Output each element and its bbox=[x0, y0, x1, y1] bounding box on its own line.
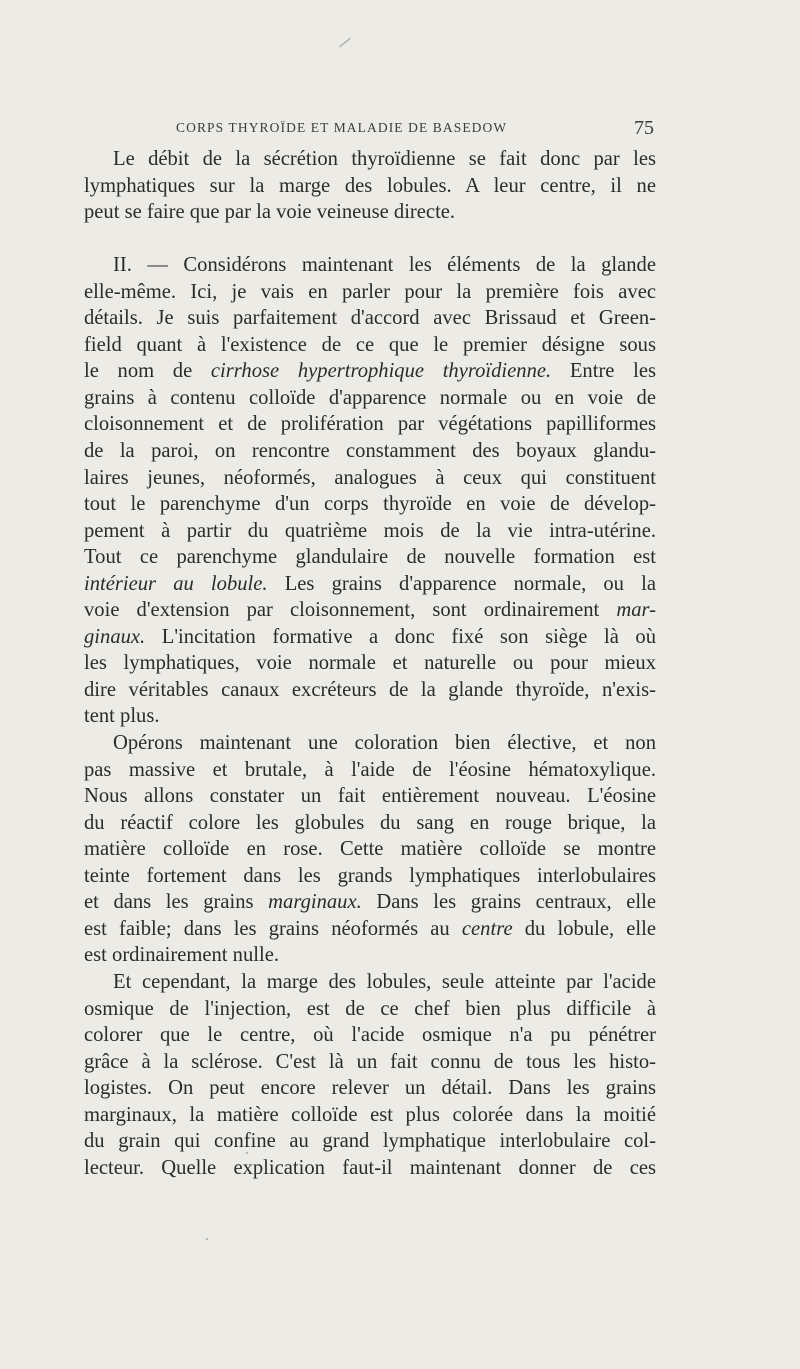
text-run: Les grains d'apparence normale, ou la bbox=[267, 572, 656, 595]
text-line: détails. Je suis parfaitement d'accord avec Brissaud et Green- bbox=[84, 307, 656, 330]
page-header bbox=[176, 117, 656, 144]
text-line: grains à contenu colloïde d'apparence normale ou en voie de bbox=[84, 386, 656, 409]
text-line: Nous allons constater un fait entièrement nouveau. L'éosine bbox=[84, 785, 656, 808]
text-line: logistes. On peut encore relever un détail. Dans les grains bbox=[84, 1077, 656, 1100]
text-line: pas massive et brutale, à l'aide de l'éosine hématoxylique. bbox=[84, 758, 656, 781]
text-line: dire véritables canaux excréteurs de la glande thyroïde, n'exis- bbox=[84, 678, 656, 701]
text-line bbox=[84, 916, 656, 943]
running-title: CORPS THYROÏDE ET MALADIE DE BASEDOW bbox=[176, 120, 508, 135]
text-line: elle-même. Ici, je vais en parler pour la première fois avec bbox=[84, 280, 656, 303]
text-line: Le débit de la sécrétion thyroïdienne se fait donc par les bbox=[113, 148, 656, 170]
text-run: voie d'extension par cloisonnement, sont ordinairement bbox=[84, 599, 617, 622]
text-line: tout le parenchyme d'un corps thyroïde en voie de dévelop- bbox=[84, 493, 656, 516]
italic-term: cirrhose hypertrophique thyroïdienne. bbox=[210, 360, 552, 383]
text-line: tent plus. bbox=[84, 705, 160, 728]
text-line: peut se faire que par la voie veineuse directe. bbox=[84, 201, 456, 224]
text-line: field quant à l'existence de ce que le premier désigne sous bbox=[84, 333, 656, 356]
text-line: osmique de l'injection, est de ce chef bien plus difficile à bbox=[84, 997, 656, 1020]
italic-term: intérieur au lobule. bbox=[84, 572, 268, 595]
text-line: lecteur. Quelle explication faut-il maintenant donner de ces bbox=[84, 1156, 656, 1179]
paper-speck bbox=[206, 1238, 208, 1240]
text-run: et dans les grains bbox=[84, 891, 269, 914]
paper-speck bbox=[246, 1152, 248, 1154]
text-line: du réactif colore les globules du sang en rouge brique, la bbox=[84, 811, 656, 834]
text-line bbox=[84, 597, 656, 624]
text-line bbox=[84, 624, 656, 651]
text-line bbox=[84, 571, 656, 598]
text-line: teinte fortement dans les grands lymphatiques interlobulaires bbox=[84, 864, 656, 887]
text-line: pement à partir du quatrième mois de la vie intra-utérine. bbox=[84, 519, 656, 542]
italic-term: mar- bbox=[616, 599, 656, 622]
italic-term: marginaux. bbox=[268, 891, 362, 914]
text-line: Opérons maintenant une coloration bien élective, et non bbox=[113, 732, 656, 755]
text-line: marginaux, la matière colloïde est plus colorée dans la moitié bbox=[84, 1103, 656, 1126]
text-line: de la paroi, on rencontre constamment des boyaux glandu- bbox=[84, 440, 656, 463]
text-run: est faible; dans les grains néoformés au bbox=[84, 917, 462, 940]
text-line bbox=[84, 889, 656, 916]
text-line: cloisonnement et de prolifération par végétations papilliformes bbox=[84, 413, 656, 436]
text-line: les lymphatiques, voie normale et naturelle ou pour mieux bbox=[84, 652, 656, 675]
text-line: colorer que le centre, où l'acide osmique n'a pu pénétrer bbox=[84, 1024, 656, 1047]
text-line: Tout ce parenchyme glandulaire de nouvelle formation est bbox=[84, 546, 656, 569]
text-line: du grain qui confine au grand lymphatique interlobulaire col- bbox=[84, 1130, 656, 1153]
body-text bbox=[84, 146, 656, 1181]
text-run: le nom de bbox=[84, 360, 211, 383]
paragraph-3 bbox=[84, 730, 656, 969]
text-line: grâce à la sclérose. C'est là un fait connu de tous les histo- bbox=[84, 1050, 656, 1073]
text-line: laires jeunes, néoformés, analogues à ceux qui constituent bbox=[84, 466, 656, 489]
text-line bbox=[84, 358, 656, 385]
text-run: du lobule, elle bbox=[512, 917, 657, 940]
text-run: L'incitation formative a donc fixé son siège là où bbox=[145, 625, 656, 648]
text-run: Entre les bbox=[551, 360, 656, 383]
text-line: lymphatiques sur la marge des lobules. A leur centre, il ne bbox=[84, 174, 656, 197]
page-number: 75 bbox=[634, 117, 654, 139]
paragraph-2 bbox=[84, 252, 656, 730]
text-line: matière colloïde en rose. Cette matière colloïde se montre bbox=[84, 838, 656, 861]
italic-term: centre bbox=[461, 917, 513, 940]
paragraph-1 bbox=[84, 146, 656, 226]
paragraph-4 bbox=[84, 969, 656, 1181]
italic-term: ginaux. bbox=[84, 625, 146, 648]
text-line: Et cependant, la marge des lobules, seule atteinte par l'acide bbox=[113, 970, 656, 993]
paragraph-gap bbox=[84, 226, 656, 253]
text-line: II. — Considérons maintenant les éléments de la glande bbox=[113, 254, 656, 277]
text-run: Dans les grains centraux, elle bbox=[361, 891, 656, 914]
pencil-mark bbox=[339, 38, 351, 47]
text-line: est ordinairement nulle. bbox=[84, 944, 280, 967]
